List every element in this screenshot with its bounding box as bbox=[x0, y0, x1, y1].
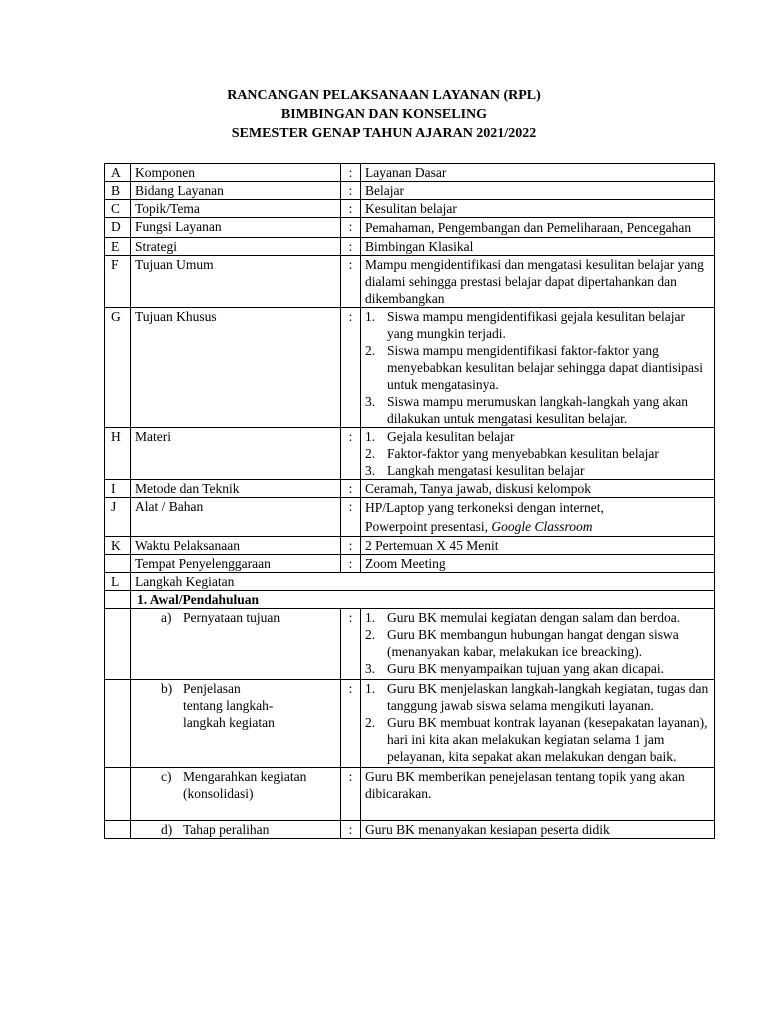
list-text: Faktor-faktor yang menyebabkan kesulitan belajar bbox=[387, 446, 659, 461]
row-code: L bbox=[105, 573, 131, 591]
list-item bbox=[365, 626, 710, 660]
row-label: Topik/Tema bbox=[131, 200, 341, 218]
row-colon: : bbox=[341, 555, 361, 573]
list-text: Guru BK membangun hubungan hangat dengan siswa (menanyakan kabar, melakukan ice breacking). bbox=[387, 627, 679, 659]
row-value: Ceramah, Tanya jawab, diskusi kelompok bbox=[361, 480, 715, 498]
step-label bbox=[131, 609, 341, 680]
list-text: Guru BK membuat kontrak layanan (kesepakatan layanan), hari ini kita akan melakukan kegiatan selama 1 jam pelayanan, kita sepakat akan melakukan dengan baik. bbox=[387, 715, 708, 764]
list-item bbox=[365, 428, 710, 445]
row-colon: : bbox=[341, 537, 361, 555]
numbered-list bbox=[365, 680, 710, 765]
row-code: D bbox=[105, 218, 131, 238]
list-item bbox=[365, 680, 710, 714]
list-number: 1. bbox=[365, 429, 376, 444]
title-line-1: RANCANGAN PELAKSANAAN LAYANAN (RPL) bbox=[227, 88, 541, 103]
list-text: Guru BK memulai kegiatan dengan salam dan berdoa. bbox=[387, 610, 681, 625]
list-item bbox=[365, 393, 710, 427]
row-langkah-kegiatan bbox=[105, 573, 715, 591]
list-number: 3. bbox=[365, 394, 376, 409]
row-value: Guru BK menanyakan kesiapan peserta didik bbox=[361, 821, 715, 839]
row-code: F bbox=[105, 256, 131, 308]
step-text: Penjelasan tentang langkah-langkah kegiatan bbox=[183, 681, 275, 730]
numbered-list bbox=[365, 609, 710, 677]
row-value: Pemahaman, Pengembangan dan Pemeliharaan, Pencegahan bbox=[361, 218, 715, 238]
row-value bbox=[361, 609, 715, 680]
step-letter: c) bbox=[161, 769, 172, 784]
row-value: Mampu mengidentifikasi dan mengatasi kesulitan belajar yang dialami sehingga prestasi belajar dapat dipertahankan dan dikembangkan bbox=[361, 256, 715, 308]
list-number: 3. bbox=[365, 463, 376, 478]
list-text: Gejala kesulitan belajar bbox=[387, 429, 515, 444]
row-metode bbox=[105, 480, 715, 498]
step-text: Tahap peralihan bbox=[183, 822, 270, 837]
row-colon: : bbox=[341, 182, 361, 200]
list-number: 3. bbox=[365, 661, 376, 676]
row-label: Alat / Bahan bbox=[131, 498, 341, 537]
step-text: Pernyataan tujuan bbox=[183, 610, 281, 625]
row-value bbox=[361, 498, 715, 537]
row-value: Kesulitan belajar bbox=[361, 200, 715, 218]
row-value: Guru BK memberikan penejelasan tentang topik yang akan dibicarakan. bbox=[361, 768, 715, 821]
list-text: Guru BK menyampaikan tujuan yang akan dicapai. bbox=[387, 661, 665, 676]
row-colon: : bbox=[341, 200, 361, 218]
row-code: G bbox=[105, 308, 131, 428]
row-colon: : bbox=[341, 238, 361, 256]
row-label: Bidang Layanan bbox=[131, 182, 341, 200]
row-code: E bbox=[105, 238, 131, 256]
row-code: J bbox=[105, 498, 131, 537]
row-code: H bbox=[105, 428, 131, 480]
list-item bbox=[365, 462, 710, 479]
step-letter: a) bbox=[161, 610, 172, 625]
row-topik bbox=[105, 200, 715, 218]
row-code: I bbox=[105, 480, 131, 498]
step-label bbox=[131, 768, 341, 821]
list-text: Langkah mengatasi kesulitan belajar bbox=[387, 463, 585, 478]
title-line-2: BIMBINGAN DAN KONSELING bbox=[280, 107, 488, 122]
row-step-a bbox=[105, 609, 715, 680]
row-fungsi-layanan bbox=[105, 218, 715, 238]
step-label bbox=[131, 680, 341, 768]
row-code bbox=[105, 555, 131, 573]
row-label: Tempat Penyelenggaraan bbox=[131, 555, 341, 573]
list-item bbox=[365, 660, 710, 677]
row-value: Zoom Meeting bbox=[361, 555, 715, 573]
row-materi bbox=[105, 428, 715, 480]
numbered-list bbox=[365, 308, 710, 427]
list-item bbox=[365, 609, 710, 626]
row-strategi bbox=[105, 238, 715, 256]
row-colon: : bbox=[341, 480, 361, 498]
row-code: B bbox=[105, 182, 131, 200]
row-colon: : bbox=[341, 680, 361, 768]
row-colon: : bbox=[341, 428, 361, 480]
row-code bbox=[105, 591, 131, 609]
numbered-list bbox=[365, 428, 710, 479]
step-text: Mengarahkan kegiatan (konsolidasi) bbox=[183, 769, 307, 801]
row-colon: : bbox=[341, 768, 361, 821]
row-code: K bbox=[105, 537, 131, 555]
title-line-3: SEMESTER GENAP TAHUN AJARAN 2021/2022 bbox=[231, 126, 537, 141]
row-tujuan-khusus bbox=[105, 308, 715, 428]
list-text: Siswa mampu mengidentifikasi faktor-faktor yang menyebabkan kesulitan belajar sehingga dapat diantisipasi untuk mengatasinya. bbox=[387, 343, 704, 392]
list-number: 2. bbox=[365, 446, 376, 461]
list-text: Guru BK menjelaskan langkah-langkah kegiatan, tugas dan tanggung jawab siswa selama mengikuti layanan. bbox=[387, 681, 709, 713]
row-code bbox=[105, 821, 131, 839]
row-code bbox=[105, 680, 131, 768]
row-tempat bbox=[105, 555, 715, 573]
list-item bbox=[365, 342, 710, 393]
row-komponen bbox=[105, 164, 715, 182]
list-item bbox=[365, 714, 710, 765]
rpl-table bbox=[104, 163, 715, 839]
row-bidang-layanan bbox=[105, 182, 715, 200]
row-code: C bbox=[105, 200, 131, 218]
row-label: Tujuan Khusus bbox=[131, 308, 341, 428]
step-letter: d) bbox=[161, 822, 173, 837]
row-label: Komponen bbox=[131, 164, 341, 182]
section-heading: 1. Awal/Pendahuluan bbox=[131, 591, 715, 609]
row-value bbox=[361, 308, 715, 428]
alat-italic: Google Classroom bbox=[491, 519, 593, 534]
row-step-c bbox=[105, 768, 715, 821]
step-label bbox=[131, 821, 341, 839]
row-value: Belajar bbox=[361, 182, 715, 200]
list-number: 2. bbox=[365, 627, 376, 642]
row-label: Tujuan Umum bbox=[131, 256, 341, 308]
row-label: Materi bbox=[131, 428, 341, 480]
row-label: Langkah Kegiatan bbox=[131, 573, 715, 591]
row-tujuan-umum bbox=[105, 256, 715, 308]
row-step-b bbox=[105, 680, 715, 768]
document-title bbox=[0, 86, 768, 143]
row-value: Bimbingan Klasikal bbox=[361, 238, 715, 256]
row-label: Waktu Pelaksanaan bbox=[131, 537, 341, 555]
row-waktu bbox=[105, 537, 715, 555]
row-code: A bbox=[105, 164, 131, 182]
alat-line-1: HP/Laptop yang terkoneksi dengan internet, bbox=[365, 500, 604, 515]
list-number: 1. bbox=[365, 610, 376, 625]
list-number: 1. bbox=[365, 681, 376, 696]
list-number: 2. bbox=[365, 715, 376, 730]
list-text: Siswa mampu mengidentifikasi gejala kesulitan belajar yang mungkin terjadi. bbox=[387, 309, 686, 341]
row-colon: : bbox=[341, 164, 361, 182]
row-label: Fungsi Layanan bbox=[131, 218, 341, 238]
row-section-awal bbox=[105, 591, 715, 609]
row-colon: : bbox=[341, 498, 361, 537]
list-number: 1. bbox=[365, 309, 376, 324]
row-code bbox=[105, 768, 131, 821]
step-letter: b) bbox=[161, 681, 173, 696]
row-colon: : bbox=[341, 218, 361, 238]
list-item bbox=[365, 445, 710, 462]
row-value bbox=[361, 680, 715, 768]
alat-line-2: Powerpoint presentasi, bbox=[365, 519, 492, 534]
row-label: Strategi bbox=[131, 238, 341, 256]
row-step-d bbox=[105, 821, 715, 839]
row-code bbox=[105, 609, 131, 680]
row-value bbox=[361, 428, 715, 480]
row-value: 2 Pertemuan X 45 Menit bbox=[361, 537, 715, 555]
list-item bbox=[365, 308, 710, 342]
row-colon: : bbox=[341, 609, 361, 680]
row-colon: : bbox=[341, 821, 361, 839]
row-colon: : bbox=[341, 256, 361, 308]
row-colon: : bbox=[341, 308, 361, 428]
list-number: 2. bbox=[365, 343, 376, 358]
list-text: Siswa mampu merumuskan langkah-langkah yang akan dilakukan untuk mengatasi kesulitan belajar. bbox=[387, 394, 689, 426]
row-value: Layanan Dasar bbox=[361, 164, 715, 182]
row-alat-bahan bbox=[105, 498, 715, 537]
row-label: Metode dan Teknik bbox=[131, 480, 341, 498]
